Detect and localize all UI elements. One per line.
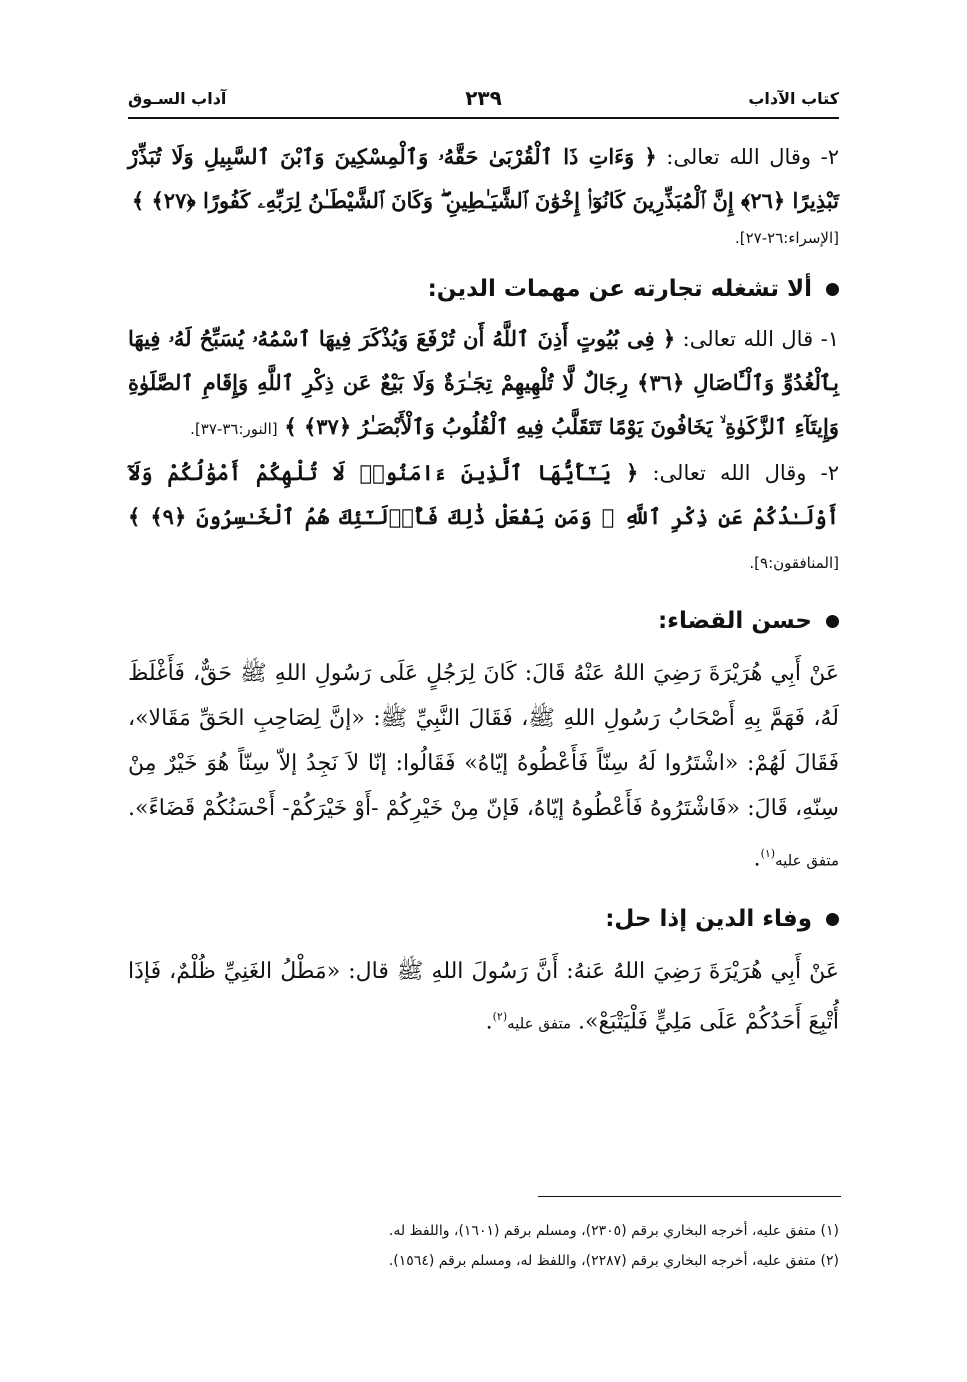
footnote-divider	[538, 1196, 841, 1197]
page-number: ٢٣٩	[465, 86, 502, 110]
verse-item-munafiqun	[128, 451, 839, 585]
hadith-grading: متفق عليه	[507, 1014, 572, 1033]
heading-text: ألا تشغله تجارته عن مهمات الدين:	[427, 276, 812, 302]
quran-verse: ﴿ وَءَاتِ ذَا ٱلْقُرْبَىٰ حَقَّهُۥ وَٱلْمِسْكِينَ وَٱبْنَ ٱلسَّبِيلِ وَلَا تُبَذِّرْ تَبْذِيرًا ﴿٢٦﴾ إِنَّ ٱلْمُبَذِّرِينَ كَانُوٓا۟ إِخْوَٰنَ ٱلشَّيَـٰطِينِ ۖ وَكَانَ ٱلشَّيْطَـٰنُ لِرَبِّهِۦ كَفُورًا ﴿٢٧﴾ ﴾	[128, 144, 839, 213]
footnotes	[128, 1216, 839, 1276]
bullet-icon	[826, 283, 839, 296]
quran-verse: ﴿ فِى بُيُوتٍ أَذِنَ ٱللَّهُ أَن تُرْفَعَ وَيُذْكَرَ فِيهَا ٱسْمُهُۥ يُسَبِّحُ لَهُۥ فِيهَا بِٱلْغُدُوِّ وَٱلْـَٔاصَالِ ﴿٣٦﴾ رِجَالٌ لَّا تُلْهِيهِمْ تِجَـٰرَةٌ وَلَا بَيْعٌ عَن ذِكْرِ ٱللَّهِ وَإِقَامِ ٱلصَّلَوٰةِ وَإِيتَآءِ ٱلزَّكَوٰةِ ۙ يَخَافُونَ يَوْمًا تَتَقَلَّبُ فِيهِ ٱلْقُلُوبُ وَٱلْأَبْصَـٰرُ ﴿٣٧﴾ ﴾	[128, 326, 839, 439]
verse-reference: [النور:٣٦-٣٧].	[190, 420, 278, 438]
footnote-marker[interactable]: (١)	[760, 847, 776, 860]
running-header	[128, 82, 839, 114]
footnote-marker[interactable]: (٢)	[492, 1010, 508, 1024]
footnote-1: (١) متفق عليه، أخرجه البخاري برقم (٢٣٠٥)، ومسلم برقم (١٦٠١)، واللفظ له.	[388, 1223, 839, 1239]
item-lead: ٢- وقال الله تعالى:	[638, 461, 839, 485]
heading-text: وفاء الدين إذا حل:	[605, 906, 812, 933]
bullet-icon	[826, 913, 839, 926]
item-lead: ٢- وقال الله تعالى:	[656, 145, 839, 169]
verse-reference: [المنافقون:٩].	[749, 554, 839, 572]
verse-item-nur	[128, 317, 839, 451]
section-heading-debt	[128, 891, 839, 947]
hadith-good-repayment: عَنْ أَبِي هُرَيْرَةَ رَضِيَ اللهُ عَنْهُ قَالَ: كَانَ لِرَجُلٍ عَلَى رَسُولِ اللهِ ﷺ حَقٌّ، فَأَغْلَظَ لَهُ، فَهَمَّ بِهِ أَصْحَابُ رَسُولِ اللهِ ﷺ، فَقَالَ النَّبِيِّ ﷺ: «إنَّ لِصَاحِبِ الحَقِّ مَقَالا»، فَقَالَ لَهُمْ: «اشْتَرُوا لَهُ سِنّاً فَأَعْطُوهُ إيّاهُ» فَقَالُوا: إنّا لاَ نَجِدُ إلاّ سِنّاً هُوَ خَيْرٌ مِنْ سِنّهِ، قَالَ: «فَاشْتَرُوهُ فَأَعْطُوهُ إيّاهُ، فَإنّ مِنْ خَيْرِكُمْ -أَوْ خَيْرَكُمْ- أَحْسَنُكُمْ قَضَاءً». متفق عليه$^{(١)}$.	[128, 661, 839, 872]
heading-text: حسن القضاء:	[657, 608, 812, 634]
page-body	[128, 135, 839, 1047]
verse-item-isra	[128, 135, 839, 223]
section-heading-repayment	[128, 593, 839, 649]
header-rule	[128, 117, 839, 119]
section-heading-trade	[128, 261, 839, 317]
hadith-grading: متفق عليه	[775, 851, 839, 870]
hadith-text: عَنْ أَبِي هُرَيْرَةَ رَضِيَ اللهُ عَنْهُ قَالَ: كَانَ لِرَجُلٍ عَلَى رَسُولِ اللهِ ﷺ حَقٌّ، فَأَغْلَظَ لَهُ، فَهَمَّ بِهِ أَصْحَابُ رَسُولِ اللهِ ﷺ، فَقَالَ النَّبِيِّ ﷺ: «إنَّ لِصَاحِبِ الحَقِّ مَقَالا»، فَقَالَ لَهُمْ: «اشْتَرُوا لَهُ سِنّاً فَأَعْطُوهُ إيّاهُ» فَقَالُوا: إنّا لاَ نَجِدُ إلاّ سِنّاً هُوَ خَيْرٌ مِنْ سِنّهِ، قَالَ: «فَاشْتَرُوهُ فَأَعْطُوهُ إيّاهُ، فَإنّ مِنْ خَيْرِكُمْ -أَوْ خَيْرَكُمْ- أَحْسَنُكُمْ قَضَاءً».	[128, 661, 839, 821]
book-title: كتاب الآداب	[748, 88, 839, 108]
item-lead: ١- قال الله تعالى:	[675, 327, 839, 351]
verse-reference: [الإسراء:٢٦-٢٧].	[735, 229, 839, 247]
chapter-title: آداب السـوق	[128, 88, 227, 108]
quran-verse: ﴿ يَـٰٓأَيُّهَا ٱلَّذِينَ ءَامَنُوا۟ لَا تُلْهِكُمْ أَمْوَٰلُكُمْ وَلَآ أَوْلَـٰدُكُمْ عَن ذِكْرِ ٱللَّهِ ۚ وَمَن يَفْعَلْ ذَٰلِكَ فَأُو۟لَـٰٓئِكَ هُمُ ٱلْخَـٰسِرُونَ ﴿٩﴾ ﴾	[128, 460, 839, 529]
bullet-icon	[826, 615, 839, 628]
hadith-debt-payment: عَنْ أَبِي هُرَيْرَةَ رَضِيَ اللهُ عَنهُ: أَنَّ رَسُولَ اللهِ ﷺ قال: «مَطْلُ الغَنِيِّ ظُلْمٌ، فَإذَا أُتْبِعَ أَحَدُكُمْ عَلَى مَلِيٍّ فَلْيَتْبَعْ». متفق عليه$^{(٢)}$.	[128, 959, 839, 1035]
footnote-2: (٢) متفق عليه، أخرجه البخاري برقم (٢٢٨٧)، واللفظ له، ومسلم برقم (١٥٦٤).	[388, 1253, 839, 1269]
hadith-text: عَنْ أَبِي هُرَيْرَةَ رَضِيَ اللهُ عَنهُ: أَنَّ رَسُولَ اللهِ ﷺ قال: «مَطْلُ الغَنِيِّ ظُلْمٌ، فَإذَا أُتْبِعَ أَحَدُكُمْ عَلَى مَلِيٍّ فَلْيَتْبَعْ».	[128, 959, 839, 1035]
